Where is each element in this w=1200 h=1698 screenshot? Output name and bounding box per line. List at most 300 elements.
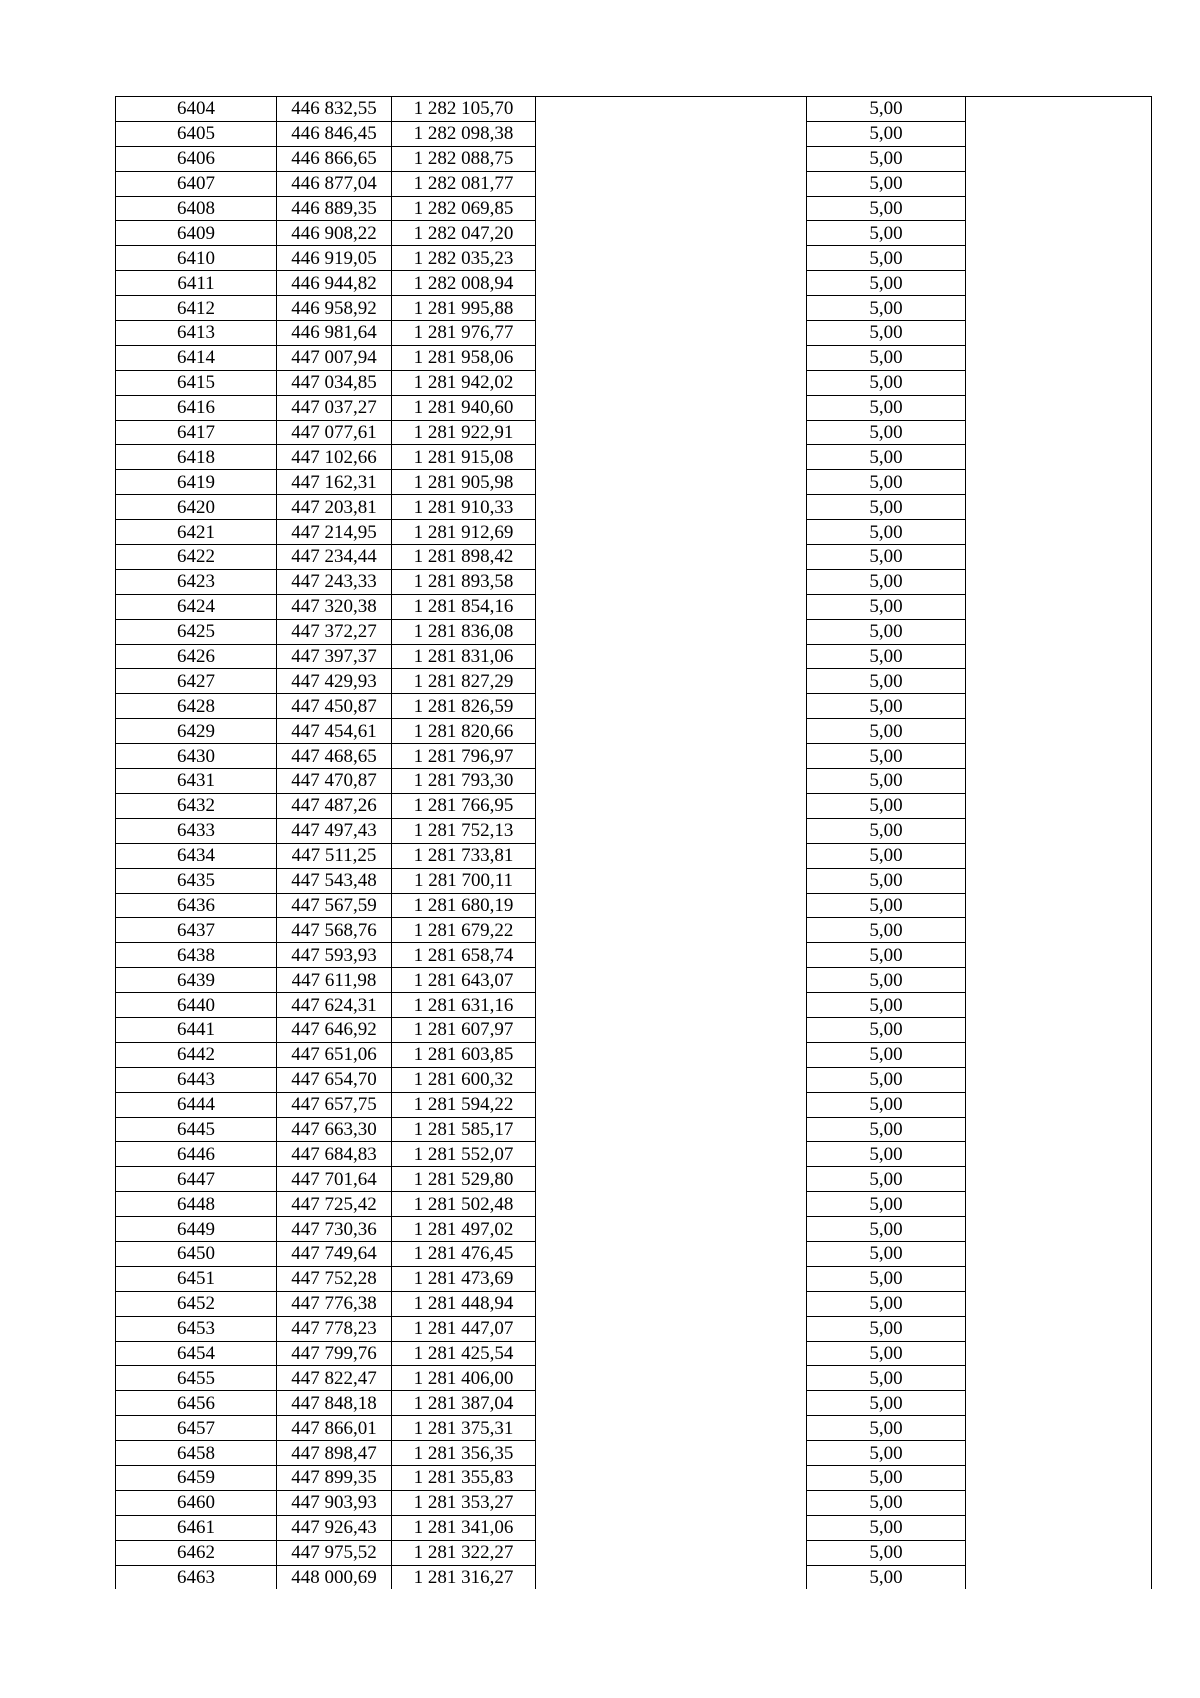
empty-cell xyxy=(536,1117,807,1142)
empty-cell xyxy=(536,1515,807,1540)
x-coordinate-cell: 447 214,95 xyxy=(277,520,392,545)
value-cell: 5,00 xyxy=(807,644,966,669)
value-cell: 5,00 xyxy=(807,545,966,570)
value-cell: 5,00 xyxy=(807,893,966,918)
point-number-cell: 6407 xyxy=(116,171,277,196)
table-row xyxy=(116,321,1152,346)
point-number-cell: 6435 xyxy=(116,868,277,893)
empty-cell xyxy=(966,993,1152,1018)
table-row xyxy=(116,918,1152,943)
empty-cell xyxy=(966,1515,1152,1540)
point-number-cell: 6459 xyxy=(116,1465,277,1490)
y-coordinate-cell: 1 281 375,31 xyxy=(392,1416,536,1441)
point-number-cell: 6444 xyxy=(116,1092,277,1117)
x-coordinate-cell: 447 778,23 xyxy=(277,1316,392,1341)
empty-cell xyxy=(966,321,1152,346)
x-coordinate-cell: 447 429,93 xyxy=(277,669,392,694)
x-coordinate-cell: 447 657,75 xyxy=(277,1092,392,1117)
y-coordinate-cell: 1 281 355,83 xyxy=(392,1465,536,1490)
empty-cell xyxy=(536,569,807,594)
empty-cell xyxy=(966,644,1152,669)
value-cell: 5,00 xyxy=(807,445,966,470)
value-cell: 5,00 xyxy=(807,146,966,171)
point-number-cell: 6423 xyxy=(116,569,277,594)
x-coordinate-cell: 447 007,94 xyxy=(277,345,392,370)
point-number-cell: 6425 xyxy=(116,619,277,644)
y-coordinate-cell: 1 281 793,30 xyxy=(392,769,536,794)
empty-cell xyxy=(966,520,1152,545)
empty-cell xyxy=(536,893,807,918)
point-number-cell: 6418 xyxy=(116,445,277,470)
x-coordinate-cell: 447 646,92 xyxy=(277,1017,392,1042)
table-row xyxy=(116,893,1152,918)
empty-cell xyxy=(966,1167,1152,1192)
table-row xyxy=(116,445,1152,470)
empty-cell xyxy=(536,1565,807,1589)
empty-cell xyxy=(966,271,1152,296)
table-row xyxy=(116,1366,1152,1391)
table-row xyxy=(116,669,1152,694)
value-cell: 5,00 xyxy=(807,1192,966,1217)
x-coordinate-cell: 447 654,70 xyxy=(277,1067,392,1092)
y-coordinate-cell: 1 281 600,32 xyxy=(392,1067,536,1092)
table-row xyxy=(116,968,1152,993)
table-row xyxy=(116,694,1152,719)
x-coordinate-cell: 446 846,45 xyxy=(277,121,392,146)
y-coordinate-cell: 1 281 658,74 xyxy=(392,943,536,968)
table-row xyxy=(116,1092,1152,1117)
empty-cell xyxy=(536,619,807,644)
y-coordinate-cell: 1 281 796,97 xyxy=(392,744,536,769)
y-coordinate-cell: 1 282 081,77 xyxy=(392,171,536,196)
value-cell: 5,00 xyxy=(807,1316,966,1341)
point-number-cell: 6443 xyxy=(116,1067,277,1092)
empty-cell xyxy=(536,594,807,619)
empty-cell xyxy=(536,1142,807,1167)
table-row xyxy=(116,146,1152,171)
x-coordinate-cell: 447 611,98 xyxy=(277,968,392,993)
point-number-cell: 6446 xyxy=(116,1142,277,1167)
point-number-cell: 6420 xyxy=(116,495,277,520)
table-row xyxy=(116,1441,1152,1466)
x-coordinate-cell: 447 567,59 xyxy=(277,893,392,918)
point-number-cell: 6439 xyxy=(116,968,277,993)
x-coordinate-cell: 447 470,87 xyxy=(277,769,392,794)
empty-cell xyxy=(966,868,1152,893)
table-row xyxy=(116,1017,1152,1042)
x-coordinate-cell: 446 981,64 xyxy=(277,321,392,346)
table-row xyxy=(116,345,1152,370)
x-coordinate-cell: 447 684,83 xyxy=(277,1142,392,1167)
empty-cell xyxy=(966,769,1152,794)
table-row xyxy=(116,1565,1152,1589)
empty-cell xyxy=(536,968,807,993)
y-coordinate-cell: 1 281 476,45 xyxy=(392,1241,536,1266)
empty-cell xyxy=(966,1042,1152,1067)
value-cell: 5,00 xyxy=(807,470,966,495)
empty-cell xyxy=(966,1291,1152,1316)
x-coordinate-cell: 446 832,55 xyxy=(277,97,392,122)
y-coordinate-cell: 1 281 700,11 xyxy=(392,868,536,893)
point-number-cell: 6457 xyxy=(116,1416,277,1441)
value-cell: 5,00 xyxy=(807,769,966,794)
y-coordinate-cell: 1 282 035,23 xyxy=(392,246,536,271)
y-coordinate-cell: 1 281 406,00 xyxy=(392,1366,536,1391)
table-row xyxy=(116,793,1152,818)
y-coordinate-cell: 1 281 387,04 xyxy=(392,1391,536,1416)
empty-cell xyxy=(966,395,1152,420)
point-number-cell: 6441 xyxy=(116,1017,277,1042)
table-row xyxy=(116,420,1152,445)
empty-cell xyxy=(536,545,807,570)
table-row xyxy=(116,868,1152,893)
table-row xyxy=(116,843,1152,868)
y-coordinate-cell: 1 282 008,94 xyxy=(392,271,536,296)
point-number-cell: 6411 xyxy=(116,271,277,296)
empty-cell xyxy=(536,445,807,470)
x-coordinate-cell: 447 975,52 xyxy=(277,1540,392,1565)
empty-cell xyxy=(966,818,1152,843)
point-number-cell: 6461 xyxy=(116,1515,277,1540)
point-number-cell: 6429 xyxy=(116,719,277,744)
x-coordinate-cell: 447 730,36 xyxy=(277,1217,392,1242)
y-coordinate-cell: 1 281 316,27 xyxy=(392,1565,536,1589)
value-cell: 5,00 xyxy=(807,818,966,843)
x-coordinate-cell: 447 822,47 xyxy=(277,1366,392,1391)
table-row xyxy=(116,1067,1152,1092)
value-cell: 5,00 xyxy=(807,1416,966,1441)
y-coordinate-cell: 1 281 529,80 xyxy=(392,1167,536,1192)
table-row xyxy=(116,1416,1152,1441)
table-row xyxy=(116,769,1152,794)
value-cell: 5,00 xyxy=(807,1241,966,1266)
point-number-cell: 6449 xyxy=(116,1217,277,1242)
x-coordinate-cell: 447 903,93 xyxy=(277,1490,392,1515)
empty-cell xyxy=(536,769,807,794)
table-row xyxy=(116,196,1152,221)
empty-cell xyxy=(536,1316,807,1341)
y-coordinate-cell: 1 281 831,06 xyxy=(392,644,536,669)
y-coordinate-cell: 1 281 915,08 xyxy=(392,445,536,470)
value-cell: 5,00 xyxy=(807,1167,966,1192)
y-coordinate-cell: 1 281 905,98 xyxy=(392,470,536,495)
point-number-cell: 6450 xyxy=(116,1241,277,1266)
table-row xyxy=(116,545,1152,570)
y-coordinate-cell: 1 282 098,38 xyxy=(392,121,536,146)
point-number-cell: 6412 xyxy=(116,296,277,321)
y-coordinate-cell: 1 281 752,13 xyxy=(392,818,536,843)
y-coordinate-cell: 1 281 940,60 xyxy=(392,395,536,420)
value-cell: 5,00 xyxy=(807,296,966,321)
coordinates-table xyxy=(115,96,1152,1589)
table-row xyxy=(116,1515,1152,1540)
x-coordinate-cell: 446 908,22 xyxy=(277,221,392,246)
value-cell: 5,00 xyxy=(807,221,966,246)
empty-cell xyxy=(966,1540,1152,1565)
empty-cell xyxy=(966,495,1152,520)
value-cell: 5,00 xyxy=(807,246,966,271)
point-number-cell: 6452 xyxy=(116,1291,277,1316)
x-coordinate-cell: 447 497,43 xyxy=(277,818,392,843)
table-row xyxy=(116,1241,1152,1266)
x-coordinate-cell: 447 037,27 xyxy=(277,395,392,420)
value-cell: 5,00 xyxy=(807,271,966,296)
x-coordinate-cell: 447 752,28 xyxy=(277,1266,392,1291)
point-number-cell: 6406 xyxy=(116,146,277,171)
table-row xyxy=(116,619,1152,644)
value-cell: 5,00 xyxy=(807,1142,966,1167)
empty-cell xyxy=(536,943,807,968)
empty-cell xyxy=(536,97,807,122)
point-number-cell: 6454 xyxy=(116,1341,277,1366)
table-row xyxy=(116,520,1152,545)
value-cell: 5,00 xyxy=(807,1490,966,1515)
y-coordinate-cell: 1 281 356,35 xyxy=(392,1441,536,1466)
y-coordinate-cell: 1 281 594,22 xyxy=(392,1092,536,1117)
empty-cell xyxy=(966,370,1152,395)
y-coordinate-cell: 1 281 448,94 xyxy=(392,1291,536,1316)
empty-cell xyxy=(536,1017,807,1042)
point-number-cell: 6417 xyxy=(116,420,277,445)
empty-cell xyxy=(966,1366,1152,1391)
point-number-cell: 6405 xyxy=(116,121,277,146)
point-number-cell: 6427 xyxy=(116,669,277,694)
empty-cell xyxy=(536,146,807,171)
x-coordinate-cell: 447 543,48 xyxy=(277,868,392,893)
y-coordinate-cell: 1 281 497,02 xyxy=(392,1217,536,1242)
empty-cell xyxy=(536,818,807,843)
value-cell: 5,00 xyxy=(807,1217,966,1242)
table-row xyxy=(116,1142,1152,1167)
x-coordinate-cell: 447 487,26 xyxy=(277,793,392,818)
empty-cell xyxy=(966,619,1152,644)
y-coordinate-cell: 1 282 105,70 xyxy=(392,97,536,122)
x-coordinate-cell: 447 034,85 xyxy=(277,370,392,395)
value-cell: 5,00 xyxy=(807,793,966,818)
empty-cell xyxy=(536,1341,807,1366)
point-number-cell: 6413 xyxy=(116,321,277,346)
point-number-cell: 6437 xyxy=(116,918,277,943)
value-cell: 5,00 xyxy=(807,1266,966,1291)
point-number-cell: 6426 xyxy=(116,644,277,669)
empty-cell xyxy=(966,594,1152,619)
table-row xyxy=(116,470,1152,495)
empty-cell xyxy=(536,1042,807,1067)
y-coordinate-cell: 1 281 679,22 xyxy=(392,918,536,943)
empty-cell xyxy=(536,296,807,321)
point-number-cell: 6447 xyxy=(116,1167,277,1192)
x-coordinate-cell: 446 944,82 xyxy=(277,271,392,296)
value-cell: 5,00 xyxy=(807,918,966,943)
empty-cell xyxy=(966,1391,1152,1416)
x-coordinate-cell: 447 848,18 xyxy=(277,1391,392,1416)
x-coordinate-cell: 447 651,06 xyxy=(277,1042,392,1067)
empty-cell xyxy=(966,1416,1152,1441)
y-coordinate-cell: 1 281 912,69 xyxy=(392,520,536,545)
empty-cell xyxy=(536,520,807,545)
y-coordinate-cell: 1 281 766,95 xyxy=(392,793,536,818)
empty-cell xyxy=(536,1067,807,1092)
x-coordinate-cell: 447 663,30 xyxy=(277,1117,392,1142)
table-row xyxy=(116,271,1152,296)
empty-cell xyxy=(536,196,807,221)
x-coordinate-cell: 447 102,66 xyxy=(277,445,392,470)
x-coordinate-cell: 447 749,64 xyxy=(277,1241,392,1266)
x-coordinate-cell: 447 898,47 xyxy=(277,1441,392,1466)
table-row xyxy=(116,370,1152,395)
point-number-cell: 6421 xyxy=(116,520,277,545)
empty-cell xyxy=(536,246,807,271)
empty-cell xyxy=(966,1117,1152,1142)
y-coordinate-cell: 1 281 502,48 xyxy=(392,1192,536,1217)
empty-cell xyxy=(536,221,807,246)
table-row xyxy=(116,1341,1152,1366)
y-coordinate-cell: 1 282 047,20 xyxy=(392,221,536,246)
empty-cell xyxy=(536,1391,807,1416)
value-cell: 5,00 xyxy=(807,619,966,644)
value-cell: 5,00 xyxy=(807,420,966,445)
table-row xyxy=(116,644,1152,669)
y-coordinate-cell: 1 281 922,91 xyxy=(392,420,536,445)
table-row xyxy=(116,171,1152,196)
y-coordinate-cell: 1 281 976,77 xyxy=(392,321,536,346)
x-coordinate-cell: 446 877,04 xyxy=(277,171,392,196)
x-coordinate-cell: 447 725,42 xyxy=(277,1192,392,1217)
table-row xyxy=(116,495,1152,520)
empty-cell xyxy=(536,470,807,495)
point-number-cell: 6414 xyxy=(116,345,277,370)
empty-cell xyxy=(536,1241,807,1266)
point-number-cell: 6410 xyxy=(116,246,277,271)
empty-cell xyxy=(966,793,1152,818)
table-row xyxy=(116,121,1152,146)
table-row xyxy=(116,744,1152,769)
point-number-cell: 6462 xyxy=(116,1540,277,1565)
table-row xyxy=(116,569,1152,594)
x-coordinate-cell: 447 866,01 xyxy=(277,1416,392,1441)
empty-cell xyxy=(536,1490,807,1515)
value-cell: 5,00 xyxy=(807,1117,966,1142)
x-coordinate-cell: 446 958,92 xyxy=(277,296,392,321)
value-cell: 5,00 xyxy=(807,569,966,594)
coordinates-table-body xyxy=(116,97,1152,1590)
empty-cell xyxy=(966,1142,1152,1167)
value-cell: 5,00 xyxy=(807,321,966,346)
empty-cell xyxy=(966,893,1152,918)
table-row xyxy=(116,1316,1152,1341)
table-row xyxy=(116,1490,1152,1515)
empty-cell xyxy=(536,171,807,196)
point-number-cell: 6433 xyxy=(116,818,277,843)
y-coordinate-cell: 1 281 631,16 xyxy=(392,993,536,1018)
value-cell: 5,00 xyxy=(807,121,966,146)
x-coordinate-cell: 447 397,37 xyxy=(277,644,392,669)
empty-cell xyxy=(966,569,1152,594)
value-cell: 5,00 xyxy=(807,968,966,993)
x-coordinate-cell: 447 776,38 xyxy=(277,1291,392,1316)
empty-cell xyxy=(536,1540,807,1565)
empty-cell xyxy=(536,1291,807,1316)
table-row xyxy=(116,943,1152,968)
point-number-cell: 6448 xyxy=(116,1192,277,1217)
point-number-cell: 6436 xyxy=(116,893,277,918)
table-row xyxy=(116,246,1152,271)
table-row xyxy=(116,1217,1152,1242)
table-row xyxy=(116,719,1152,744)
x-coordinate-cell: 447 468,65 xyxy=(277,744,392,769)
y-coordinate-cell: 1 282 088,75 xyxy=(392,146,536,171)
y-coordinate-cell: 1 281 341,06 xyxy=(392,1515,536,1540)
y-coordinate-cell: 1 281 854,16 xyxy=(392,594,536,619)
x-coordinate-cell: 447 203,81 xyxy=(277,495,392,520)
value-cell: 5,00 xyxy=(807,943,966,968)
empty-cell xyxy=(966,1092,1152,1117)
empty-cell xyxy=(966,296,1152,321)
empty-cell xyxy=(536,345,807,370)
empty-cell xyxy=(966,1192,1152,1217)
table-row xyxy=(116,1266,1152,1291)
value-cell: 5,00 xyxy=(807,719,966,744)
point-number-cell: 6431 xyxy=(116,769,277,794)
table-row xyxy=(116,1117,1152,1142)
empty-cell xyxy=(966,97,1152,122)
empty-cell xyxy=(966,968,1152,993)
table-row xyxy=(116,993,1152,1018)
point-number-cell: 6458 xyxy=(116,1441,277,1466)
empty-cell xyxy=(536,321,807,346)
empty-cell xyxy=(536,868,807,893)
x-coordinate-cell: 448 000,69 xyxy=(277,1565,392,1589)
x-coordinate-cell: 447 926,43 xyxy=(277,1515,392,1540)
x-coordinate-cell: 447 450,87 xyxy=(277,694,392,719)
empty-cell xyxy=(966,943,1152,968)
empty-cell xyxy=(966,221,1152,246)
empty-cell xyxy=(536,1366,807,1391)
table-row xyxy=(116,1192,1152,1217)
point-number-cell: 6438 xyxy=(116,943,277,968)
empty-cell xyxy=(536,793,807,818)
empty-cell xyxy=(966,843,1152,868)
table-row xyxy=(116,1540,1152,1565)
value-cell: 5,00 xyxy=(807,97,966,122)
table-row xyxy=(116,221,1152,246)
x-coordinate-cell: 447 320,38 xyxy=(277,594,392,619)
y-coordinate-cell: 1 281 643,07 xyxy=(392,968,536,993)
y-coordinate-cell: 1 282 069,85 xyxy=(392,196,536,221)
table-row xyxy=(116,594,1152,619)
value-cell: 5,00 xyxy=(807,1515,966,1540)
x-coordinate-cell: 447 372,27 xyxy=(277,619,392,644)
empty-cell xyxy=(536,1441,807,1466)
y-coordinate-cell: 1 281 603,85 xyxy=(392,1042,536,1067)
y-coordinate-cell: 1 281 425,54 xyxy=(392,1341,536,1366)
value-cell: 5,00 xyxy=(807,1565,966,1589)
y-coordinate-cell: 1 281 680,19 xyxy=(392,893,536,918)
empty-cell xyxy=(966,918,1152,943)
empty-cell xyxy=(966,470,1152,495)
table-row xyxy=(116,1465,1152,1490)
point-number-cell: 6453 xyxy=(116,1316,277,1341)
empty-cell xyxy=(966,1465,1152,1490)
empty-cell xyxy=(966,246,1152,271)
empty-cell xyxy=(536,644,807,669)
empty-cell xyxy=(536,1266,807,1291)
table-row xyxy=(116,296,1152,321)
x-coordinate-cell: 447 701,64 xyxy=(277,1167,392,1192)
empty-cell xyxy=(966,196,1152,221)
value-cell: 5,00 xyxy=(807,1042,966,1067)
value-cell: 5,00 xyxy=(807,370,966,395)
